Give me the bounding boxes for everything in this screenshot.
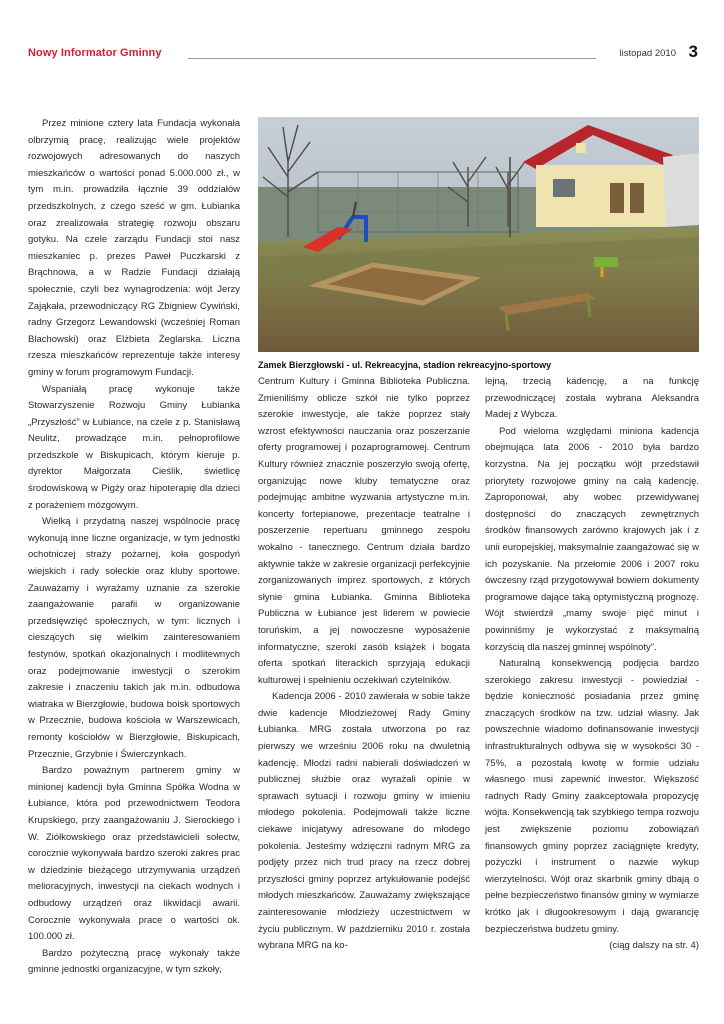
paragraph: Bardzo pożyteczną pracę wykonały także gminne jednostki organizacyjne, w tym szkoły, (28, 947, 240, 976)
publication-name: Nowy Informator Gminny (28, 47, 162, 59)
page-header (28, 44, 698, 64)
stadium-photo-illustration (258, 117, 699, 352)
issue-date: listopad 2010 (619, 48, 676, 59)
article-column-middle (258, 374, 470, 955)
paragraph: Centrum Kultury i Gminna Biblioteka Publiczna. Zmieniliśmy oblicze szkół nie tylko poprzez szerokie inwestycje, ale także poprzez stały wzrost efektywności nauczania oraz poszerzanie oferty programowej i pozaprogramowej. Centrum Kultury również znacznie poszerzyło swoją ofertę, organizując nowe kluby tematyczne oraz podejmując ambitne wyzwania artystyczne m.in. koncerty fortepianowe, prezentacje teatralne i poszerzenie repertuaru gminnego zespołu wokalno - tanecznego. Centrum działa bardzo aktywnie także w zakresie organizacji perfekcyjnie zorganizowanych imprez sportowych, z których słynie gmina Łubianka. Gminna Biblioteka Publiczna w Łubiance jest liderem w powiecie toruńskim, a jej nowoczesne wyposażenie informatyczne, szeroki zasób książek i bogata oferta spotkań literackich sprzyjają edukacji kulturowej i spełnieniu oczekiwań czytelników. (258, 376, 470, 686)
paragraph: Wielką i przydatną naszej wspólnocie pracę wykonują inne liczne organizacje, w tym jednostki ochotniczej straży pożarnej, koła gospodyń wiejskich i rady sołeckie oraz kluby sportowe. Zauważamy i wyrażamy uznanie za szerokie zaangażowanie parafii w organizowanie przedsięwzięć społecznych, w tym: licznych i cieszących się wielkim zainteresowaniem festynów, spotkań okazjonalnych i modlitewnych oraz podejmowanie inwestycji o szerokim zakresie i znaczeniu takich jak m.in. odbudowa wiatraka w Bierzgłowie, budowa boisk sportowych w Przecznie, budowa kościoła w Warszewicach, remonty kościołów w Bierzgłowie, Biskupicach, Przecznie, Grzybnie i Świerczynkach. (28, 516, 240, 760)
article-column-left (28, 116, 240, 979)
paragraph: Przez minione cztery lata Fundacja wykonała olbrzymią pracę, realizując wiele projektów rozwojowych adresowanych do naszych mieszkańców o wartości ponad 5.000.000 zł., w tym m.in. prowadziła łącznie 39 oddziałów przedszkolnych, z czego sześć w gm. Łubianka oraz zrealizowała strategię rozwoju obszaru gotyku. Na czele zarządu Fundacji stoi nasz mieszkaniec p. prezes Paweł Puczkarski z Brąchnowa, a w Radzie Fundacji działają społecznie, czyli bez wynagrodzenia: wójt Jerzy Zająkała, przewodniczący RG Zbigniew Cywiński, radny Grzegorz Lewandowski (wcześniej Roman Blachowski) oraz Elżbieta Żeglarska. Liczna rzesza mieszkańców reprezentuje także interesy gminy w forum programowym Fundacji. (28, 118, 240, 378)
photo-caption: Zamek Bierzgłowski - ul. Rekreacyjna, stadion rekreacyjno-sportowy (258, 360, 552, 370)
stadium-photo (258, 117, 699, 352)
paragraph: Kadencja 2006 - 2010 zawierała w sobie także dwie kadencje Młodzieżowej Rady Gminy Łubianka. MRG została utworzona po raz pierwszy we wrześniu 2006 roku na dwuletnią kadencję. Młodzi radni nabierali doświadczeń w publicznej służbie oraz wyrażali opinie w sprawach sytuacji i rozwoju gminy w imieniu młodego pokolenia. Podejmowali także liczne ciekawe inicjatywy adresowane do młodego pokolenia. Jesteśmy wdzięczni radnym MRG za podjęty przez nich trud pracy na rzecz dobrej przyszłości gminy poprzez artykułowanie podejść młodych mieszkańców. Zauważamy zwiększające zainteresowanie młodzieży uczestnictwem w życiu publicznym. W październiku 2010 r. została wybrana MRG na ko- (258, 691, 470, 952)
paragraph: Bardzo poważnym partnerem gminy w minionej kadencji była Gminna Spółka Wodna w Łubiance, która pod przewodnictwem Teodora Krupskiego, przy zaangażowaniu J. Sierockiego i W. Ziółkowskiego oraz przedstawicieli sołectw, corocznie wykonywała bardzo szeroki zakres prac w dziedzinie bieżącego utrzymywania urządzeń melioracyjnych, inwestycji na ciekach wodnych i odbudowy urządzeń oraz likwidacji awarii. Corocznie wykonywała prace o wartości ok. 100.000 zł. (28, 765, 240, 943)
article-column-right (485, 374, 699, 955)
header-rule (188, 58, 596, 59)
paragraph: Pod wieloma względami miniona kadencja obejmująca lata 2006 - 2010 była bardzo korzystna. Na jej początku wójt przedstawił priorytety rozwojowe gminy na całą kadencję. Zaproponował, aby wobec przewidywanej dostępności do znaczących zewnętrznych środków finansowych zarówno krajowych jak i z unii europejskiej, maksymalnie zaangażować się w ich pozyskanie. Na przełomie 2006 i 2007 roku ówczesny rząd przygotowywał bowiem dokumenty programowe dające taką optymistyczną prognozę. Wójt stwierdził „mamy swoje pięć minut i powinniśmy je wykorzystać z maksymalną korzyścią dla naszej gminnej wspólnoty”. (485, 425, 699, 653)
paragraph: Naturalną konsekwencją podjęcia bardzo szerokiego zakresu inwestycji - powiedział - będzie konieczność posiadania przez gminę znaczących środków na tzw. udział własny. Jak powszechnie wiadomo dofinansowanie inwestycji infrastrukturalnych odbywa się w wysokości 30 - 75%, a pozostałą kwotę w formie udziału własnego musi zapewnić inwestor. Większość radnych Rady Gminy zaakceptowała propozycję wójta. Konsekwencją tak szybkiego tempa rozwoju jest zwiększenie poziomu zobowiązań finansowych gminy poprzez zaciągnięte kredyty, pożyczki i instrument o nazwie wykup wierzytelności. Wójt oraz skarbnik gminy dbają o pełne bezpieczeństwo finansów gminy w wymiarze krótko jak i długookresowym i dają gwarancję bezpieczeństwa budżetu gminy. (485, 658, 699, 935)
continued-note: (ciąg dalszy na str. 4) (609, 940, 699, 952)
page-number: 3 (688, 42, 698, 61)
paragraph: lejną, trzecią kadencję, a na funkcję przewodniczącej została wybrana Aleksandra Madej z Wybcza. (485, 376, 699, 421)
paragraph: Wspaniałą pracę wykonuje także Stowarzyszenie Rozwoju Gminy Łubianka „Przyszłość” w Łubiance, na czele z p. Stanisławą Neulitz, prowadzące m.in. pełnoprofilowe przedszkole w Biskupicach, którym kieruje p. dyrektor Małgorzata Cieślik, świetlicę środowiskową w Pigży oraz hipoterapię dla dzieci z porażeniem mózgowym. (28, 383, 240, 511)
